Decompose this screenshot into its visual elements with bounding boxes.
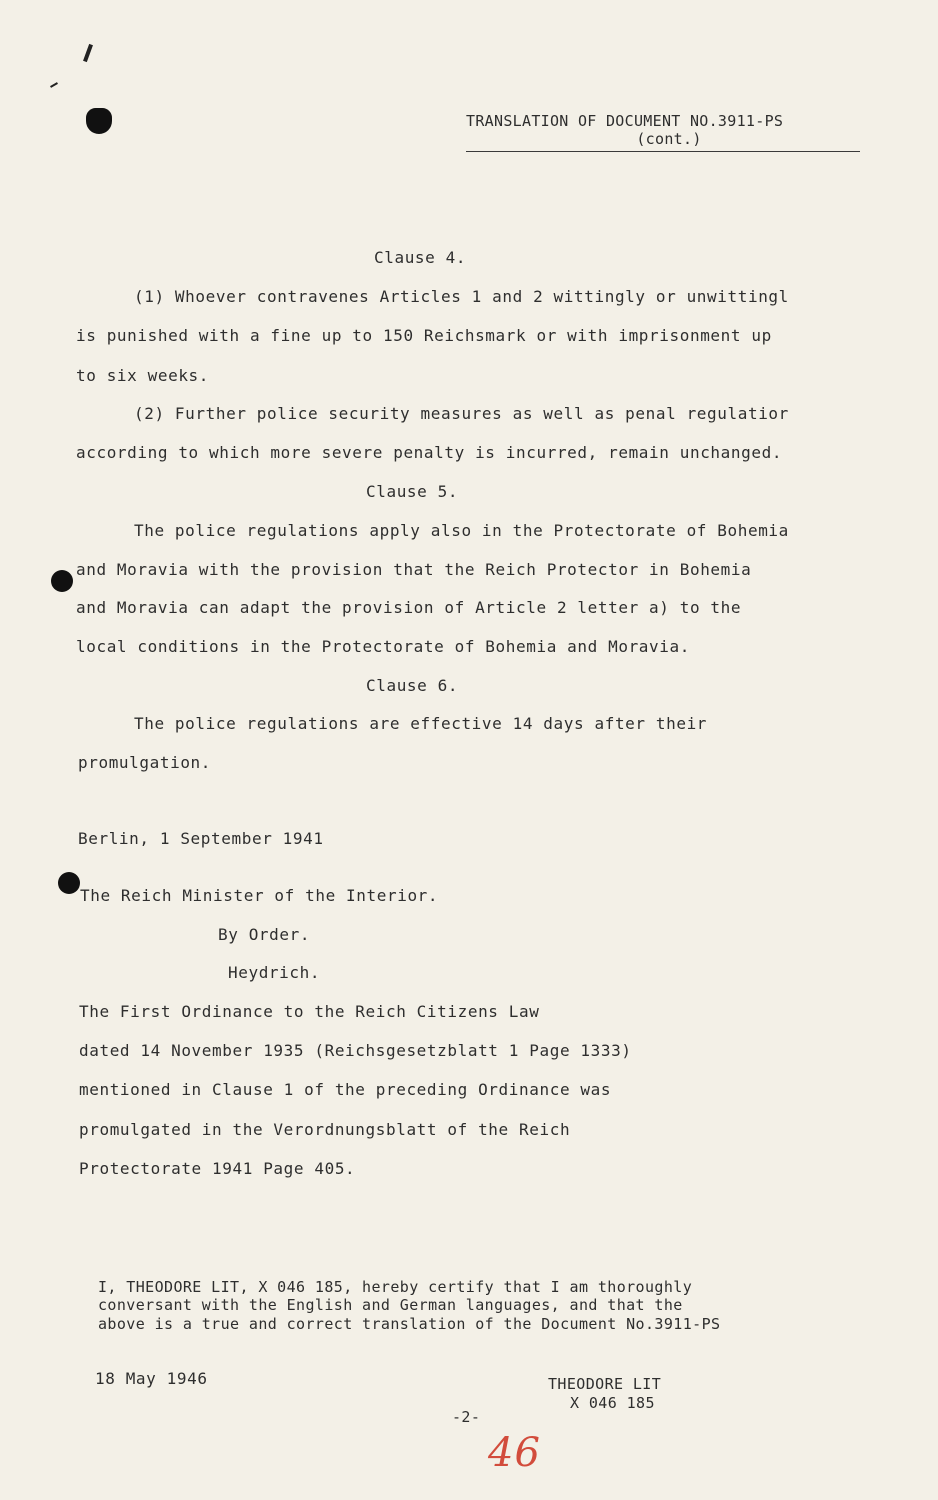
clause-5-line: and Moravia with the provision that the Reich Protector in Bohemia <box>76 560 752 579</box>
note-line: The First Ordinance to the Reich Citizens Law <box>79 1002 540 1021</box>
clause-6-heading: Clause 6. <box>366 676 459 695</box>
clause-5-line: and Moravia can adapt the provision of Article 2 letter a) to the <box>76 598 742 617</box>
clause-5-line: The police regulations apply also in the Protectorate of Bohemia <box>134 521 789 540</box>
signatory-name: Heydrich. <box>228 963 321 982</box>
clause-6-line: promulgation. <box>78 753 212 772</box>
certification-line: above is a true and correct translation of the Document No.3911-PS <box>98 1315 721 1333</box>
clause-4-heading: Clause 4. <box>374 248 467 267</box>
note-line: promulgated in the Verordnungsblatt of the Reich <box>79 1120 571 1139</box>
clause-5-heading: Clause 5. <box>366 482 459 501</box>
document-header <box>466 112 860 148</box>
note-line: dated 14 November 1935 (Reichsgesetzblatt 1 Page 1333) <box>79 1041 632 1060</box>
translator-id: X 046 185 <box>570 1394 655 1412</box>
minister-title: The Reich Minister of the Interior. <box>80 886 439 905</box>
translator-name: THEODORE LIT <box>548 1375 662 1393</box>
clause-4-line: is punished with a fine up to 150 Reichsmark or with imprisonment up <box>76 326 772 345</box>
punch-hole-middle <box>51 570 73 592</box>
note-line: Protectorate 1941 Page 405. <box>79 1159 356 1178</box>
note-line: mentioned in Clause 1 of the preceding Ordinance was <box>79 1080 612 1099</box>
stray-mark <box>83 44 93 62</box>
clause-4-line: to six weeks. <box>76 366 210 385</box>
clause-6-line: The police regulations are effective 14 days after their <box>134 714 708 733</box>
certification-line: conversant with the English and German languages, and that the <box>98 1296 683 1314</box>
punch-hole-top <box>86 108 112 134</box>
page-number: -2- <box>452 1408 481 1426</box>
certification-date: 18 May 1946 <box>95 1369 208 1388</box>
clause-4-line: according to which more severe penalty is incurred, remain unchanged. <box>76 443 783 462</box>
header-underline <box>466 151 860 152</box>
place-and-date: Berlin, 1 September 1941 <box>78 829 324 848</box>
document-title: TRANSLATION OF DOCUMENT NO.3911-PS <box>466 112 784 130</box>
clause-5-line: local conditions in the Protectorate of Bohemia and Moravia. <box>76 637 690 656</box>
by-order: By Order. <box>218 925 311 944</box>
stray-mark <box>50 82 58 88</box>
certification-line: I, THEODORE LIT, X 046 185, hereby certify that I am thoroughly <box>98 1278 693 1296</box>
folio-number-handwritten: 46 <box>488 1430 541 1476</box>
clause-4-line: (2) Further police security measures as well as penal regulatior <box>134 404 789 423</box>
punch-hole-bottom <box>58 872 80 894</box>
clause-4-line: (1) Whoever contravenes Articles 1 and 2 wittingly or unwittingl <box>134 287 789 306</box>
document-continuation: (cont.) <box>636 130 702 148</box>
